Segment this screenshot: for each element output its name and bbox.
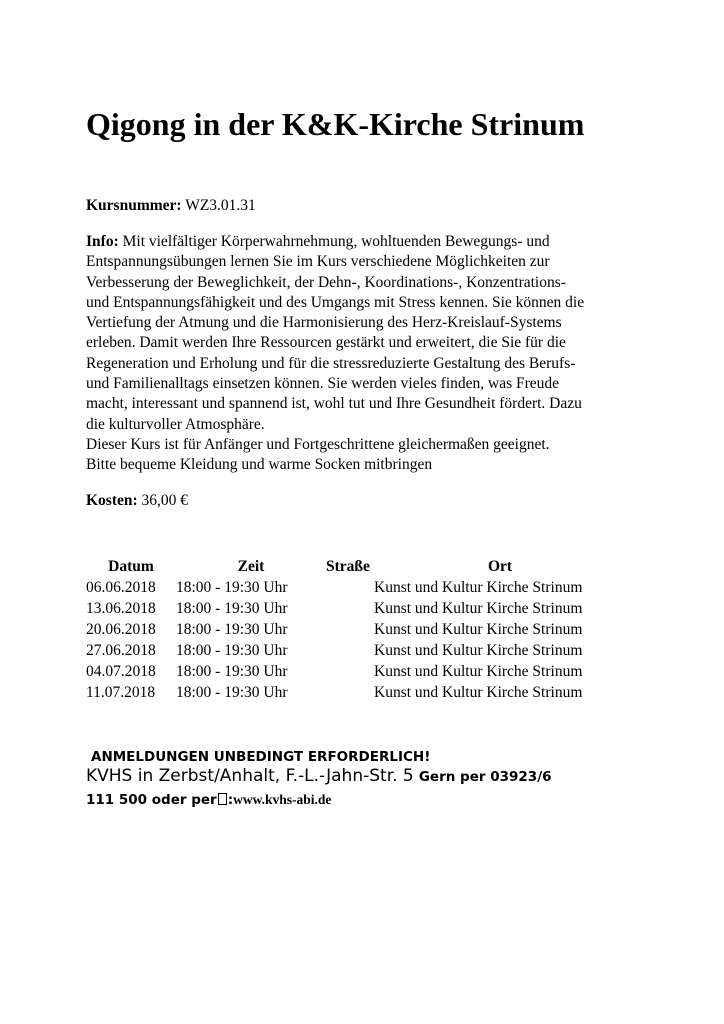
cell-time: 18:00 - 19:30 Uhr <box>176 684 288 701</box>
missing-glyph-icon <box>218 793 227 805</box>
course-number-label: Kursnummer: <box>86 197 182 214</box>
info-line: und Entspannungsfähigkeit und des Umgangs mit Stress kennen. Sie können die <box>86 293 585 311</box>
info-line: Entspannungsübungen lernen Sie im Kurs verschiedene Möglichkeiten zur <box>86 253 550 271</box>
info-line: und Familienalltags einsetzen können. Sie werden vieles finden, was Freude <box>86 375 560 393</box>
cell-location: Kunst und Kultur Kirche Strinum <box>374 579 583 596</box>
cell-date: 13.06.2018 <box>86 600 156 617</box>
info-line: Verbesserung der Beweglichkeit, der Dehn-, Koordinations-, Konzentrations- <box>86 273 566 291</box>
cost-value: 36,00 € <box>141 492 189 509</box>
cell-date: 20.06.2018 <box>86 621 156 638</box>
info-line: Vertiefung der Atmung und die Harmonisierung des Herz-Kreislauf-Systems <box>86 314 562 332</box>
info-line: erleben. Damit werden Ihre Ressourcen gestärkt und erweitert, die Sie für die <box>86 334 566 352</box>
schedule-header-row <box>86 556 626 577</box>
header-zeit: Zeit <box>237 558 265 575</box>
cell-location: Kunst und Kultur Kirche Strinum <box>374 621 583 638</box>
page-title: Qigong in der K&K-Kirche Strinum <box>86 106 585 142</box>
contact-line-1 <box>86 766 552 786</box>
cell-date: 27.06.2018 <box>86 642 156 659</box>
cell-street <box>326 598 374 619</box>
contact-line-2: 111 500 oder per :www.kvhs-abi.de <box>86 792 332 808</box>
cell-date: 04.07.2018 <box>86 663 156 680</box>
cell-location: Kunst und Kultur Kirche Strinum <box>374 663 583 680</box>
cell-time: 18:00 - 19:30 Uhr <box>176 579 288 596</box>
cell-street <box>326 682 374 703</box>
cell-time: 18:00 - 19:30 Uhr <box>176 663 288 680</box>
course-cost <box>86 491 188 511</box>
course-info <box>86 232 631 476</box>
cell-street <box>326 640 374 661</box>
table-row <box>86 577 626 598</box>
table-row <box>86 682 626 703</box>
table-row <box>86 661 626 682</box>
info-label: Info: <box>86 233 119 250</box>
info-line: Dieser Kurs ist für Anfänger und Fortgeschrittene gleichermaßen geeignet. <box>86 435 550 453</box>
table-row <box>86 598 626 619</box>
contact-phone-part1: Gern per 03923/6 <box>418 769 552 785</box>
cell-location: Kunst und Kultur Kirche Strinum <box>374 642 583 659</box>
cell-date: 11.07.2018 <box>86 684 156 701</box>
cell-date: 06.06.2018 <box>86 579 156 596</box>
header-datum: Datum <box>108 558 154 575</box>
info-line: Regeneration und Erholung und für die stressreduzierte Gestaltung des Berufs- <box>86 354 576 372</box>
schedule-table <box>86 556 626 703</box>
table-row <box>86 640 626 661</box>
info-line: macht, interessant und spannend ist, wohl tut und Ihre Gesundheit fördert. Dazu <box>86 395 582 413</box>
website-link[interactable]: www.kvhs-abi.de <box>233 792 332 807</box>
info-line: Bitte bequeme Kleidung und warme Socken mitbringen <box>86 456 433 474</box>
cell-street <box>326 577 374 598</box>
cell-time: 18:00 - 19:30 Uhr <box>176 600 288 617</box>
cell-street <box>326 661 374 682</box>
cell-street <box>326 619 374 640</box>
header-strasse: Straße <box>326 558 370 575</box>
table-row <box>86 619 626 640</box>
contact-phone-part2: 111 500 oder per <box>86 792 217 808</box>
cell-location: Kunst und Kultur Kirche Strinum <box>374 600 583 617</box>
course-number-value: WZ3.01.31 <box>185 197 256 214</box>
contact-address: KVHS in Zerbst/Anhalt, F.-L.-Jahn-Str. 5 <box>86 766 414 786</box>
header-ort: Ort <box>487 558 513 575</box>
info-line: Info: Mit vielfältiger Körperwahrnehmung, wohltuenden Bewegungs- und <box>86 233 550 250</box>
cell-location: Kunst und Kultur Kirche Strinum <box>374 684 583 701</box>
cell-time: 18:00 - 19:30 Uhr <box>176 642 288 659</box>
cell-time: 18:00 - 19:30 Uhr <box>176 621 288 638</box>
registration-notice: ANMELDUNGEN UNBEDINGT ERFORDERLICH! <box>91 749 431 765</box>
cost-label: Kosten: <box>86 492 138 509</box>
info-line: die kulturvoller Atmosphäre. <box>86 415 265 433</box>
course-number <box>86 196 256 216</box>
